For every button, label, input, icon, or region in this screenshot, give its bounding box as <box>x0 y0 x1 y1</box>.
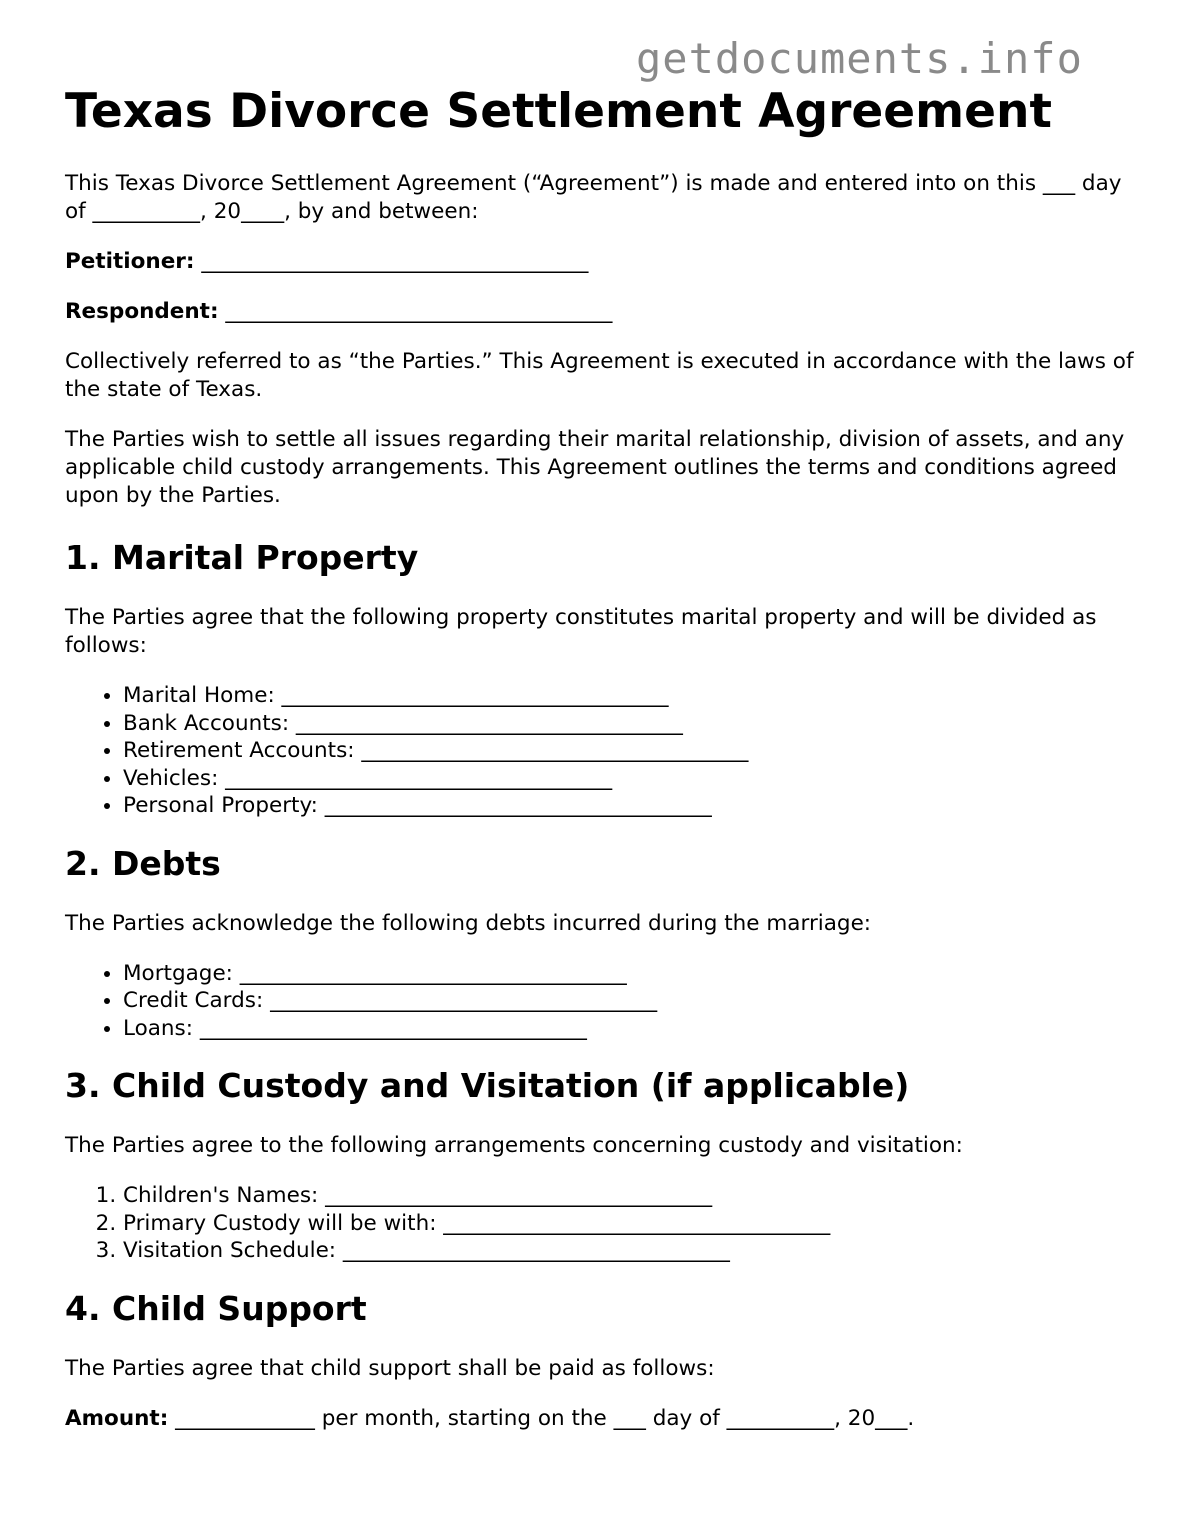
section-heading-child-support: 4. Child Support <box>65 1288 367 1328</box>
support-paragraph: The Parties agree that child support shall be paid as follows: <box>65 1355 715 1381</box>
section-heading-child-custody: 3. Child Custody and Visitation (if applicable) <box>65 1066 910 1105</box>
section-heading-marital-property: 1. Marital Property <box>65 538 419 577</box>
respondent-blank: ____________________________________ <box>225 299 613 324</box>
list-item: • Retirement Accounts: ____________________________________ <box>123 737 1135 765</box>
list-item: • Personal Property: ____________________________________ <box>123 792 1135 820</box>
debts-paragraph: The Parties acknowledge the following debts incurred during the marriage: <box>65 910 872 936</box>
document-title: Texas Divorce Settlement Agreement <box>65 84 1052 139</box>
list-item: • Loans: ____________________________________ <box>123 1015 1135 1043</box>
section-heading-debts: 2. Debts <box>65 843 221 883</box>
intro-paragraph: This Texas Divorce Settlement Agreement (“Agreement”) is made and entered into on this ___ day of __________, 20____, by and between: <box>65 171 1122 224</box>
debts-list <box>65 960 1135 1043</box>
list-item: • Vehicles: ____________________________________ <box>123 765 1135 793</box>
list-item: 2. Primary Custody will be with: ____________________________________ <box>123 1210 1135 1238</box>
list-item: 1. Children's Names: ____________________________________ <box>123 1182 1135 1210</box>
custody-list <box>65 1182 1135 1265</box>
marital-property-paragraph: The Parties agree that the following property constitutes marital property and will be divided as follows: <box>65 605 1097 658</box>
list-item: • Bank Accounts: ____________________________________ <box>123 710 1135 738</box>
respondent-label: Respondent: <box>65 299 219 324</box>
parties-paragraph: Collectively referred to as “the Parties.” This Agreement is executed in accordance with the laws of the state of Texas. <box>65 349 1134 402</box>
marital-property-list <box>65 682 1135 820</box>
purpose-paragraph: The Parties wish to settle all issues regarding their marital relationship, division of assets, and any applicable child custody arrangements. This Agreement outlines the terms and conditions agreed upon by the Parties. <box>65 427 1125 508</box>
petitioner-blank: ____________________________________ <box>201 249 589 274</box>
support-amount-label: Amount: <box>65 1405 169 1431</box>
list-item: • Marital Home: ____________________________________ <box>123 682 1135 710</box>
support-amount-field <box>65 1405 1135 1433</box>
list-item: • Mortgage: ____________________________________ <box>123 960 1135 988</box>
custody-paragraph: The Parties agree to the following arrangements concerning custody and visitation: <box>65 1133 963 1158</box>
petitioner-label: Petitioner: <box>65 249 195 274</box>
watermark: getdocuments.info <box>636 34 1083 83</box>
support-amount-text: _____________ per month, starting on the ___ day of __________, 20___. <box>168 1405 915 1431</box>
list-item: 3. Visitation Schedule: ____________________________________ <box>123 1237 1135 1265</box>
respondent-field <box>65 298 1135 326</box>
list-item: • Credit Cards: ____________________________________ <box>123 987 1135 1015</box>
document-page <box>65 84 1135 1433</box>
petitioner-field <box>65 248 1135 276</box>
